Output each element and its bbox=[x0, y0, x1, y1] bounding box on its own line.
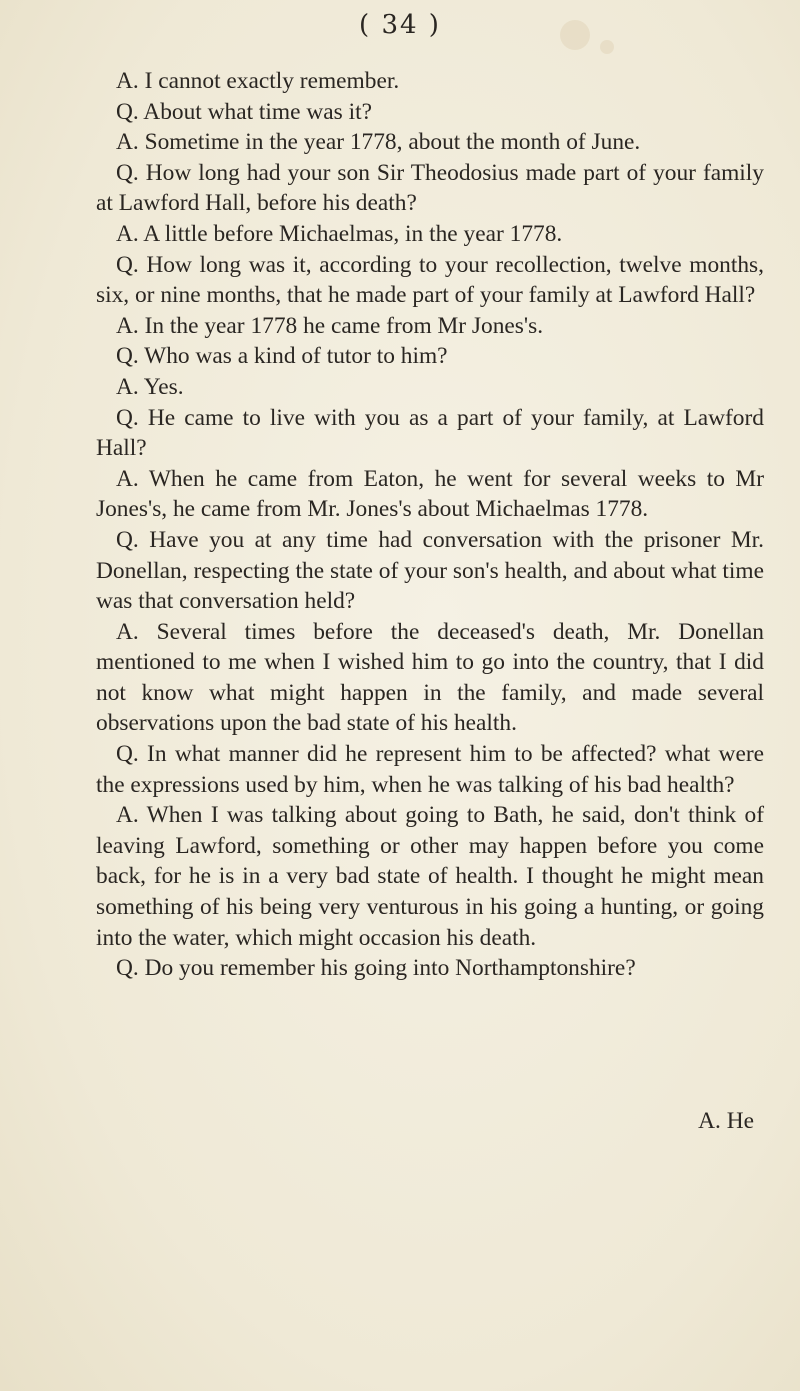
paragraph: Q. In what manner did he represent him to be affected? what were the expressions used by him, when he was talking of his bad health? bbox=[96, 741, 764, 798]
paragraph: A. A little before Michaelmas, in the year 1778. bbox=[116, 220, 563, 247]
paragraph: Q. Have you at any time had conversation with the prisoner Mr. Donellan, respecting the state of your son's health, and about what time was that conversation held? bbox=[96, 526, 764, 615]
paragraph: Q. Who was a kind of tutor to him? bbox=[116, 343, 448, 370]
paragraph: A. Sometime in the year 1778, about the month of June. bbox=[116, 129, 641, 156]
paragraph: A. When I was talking about going to Bath, he said, don't think of leaving Lawford, something or other may happen before you come back, for he is in a very bad state of health. I thought he might mean something of his being very venturous in his going a hunting, or going into the water, which might occasion his death. bbox=[96, 802, 764, 951]
catchword: A. He bbox=[698, 1108, 754, 1134]
paragraph: A. Yes. bbox=[116, 373, 184, 400]
paragraph: Q. He came to live with you as a part of your family, at Lawford Hall? bbox=[96, 404, 764, 462]
paper-stain bbox=[600, 40, 614, 54]
paragraph: Q. How long had your son Sir Theodosius made part of your family at Lawford Hall, before his death? bbox=[96, 159, 764, 217]
paragraph: A. In the year 1778 he came from Mr Jones's. bbox=[116, 312, 544, 339]
paragraph: A. Several times before the deceased's death, Mr. Donellan mentioned to me when I wished him to go into the country, that I did not know what might happen in the family, and made several observations upon the bad state of his health. bbox=[96, 618, 764, 737]
page-number-header: ( 34 ) bbox=[359, 10, 441, 40]
paragraph: Q. About what time was it? bbox=[116, 98, 372, 125]
paragraph: Q. Do you remember his going into Northamptonshire? bbox=[116, 955, 636, 982]
paragraph: A. When he came from Eaton, he went for several weeks to Mr Jones's, he came from Mr. Jones's about Michaelmas 1778. bbox=[96, 465, 764, 523]
testimony-text bbox=[96, 66, 764, 984]
paragraph: A. I cannot exactly remember. bbox=[116, 68, 400, 94]
paragraph: Q. How long was it, according to your recollection, twelve months, six, or nine months, that he made part of your family at Lawford Hall? bbox=[96, 251, 764, 309]
